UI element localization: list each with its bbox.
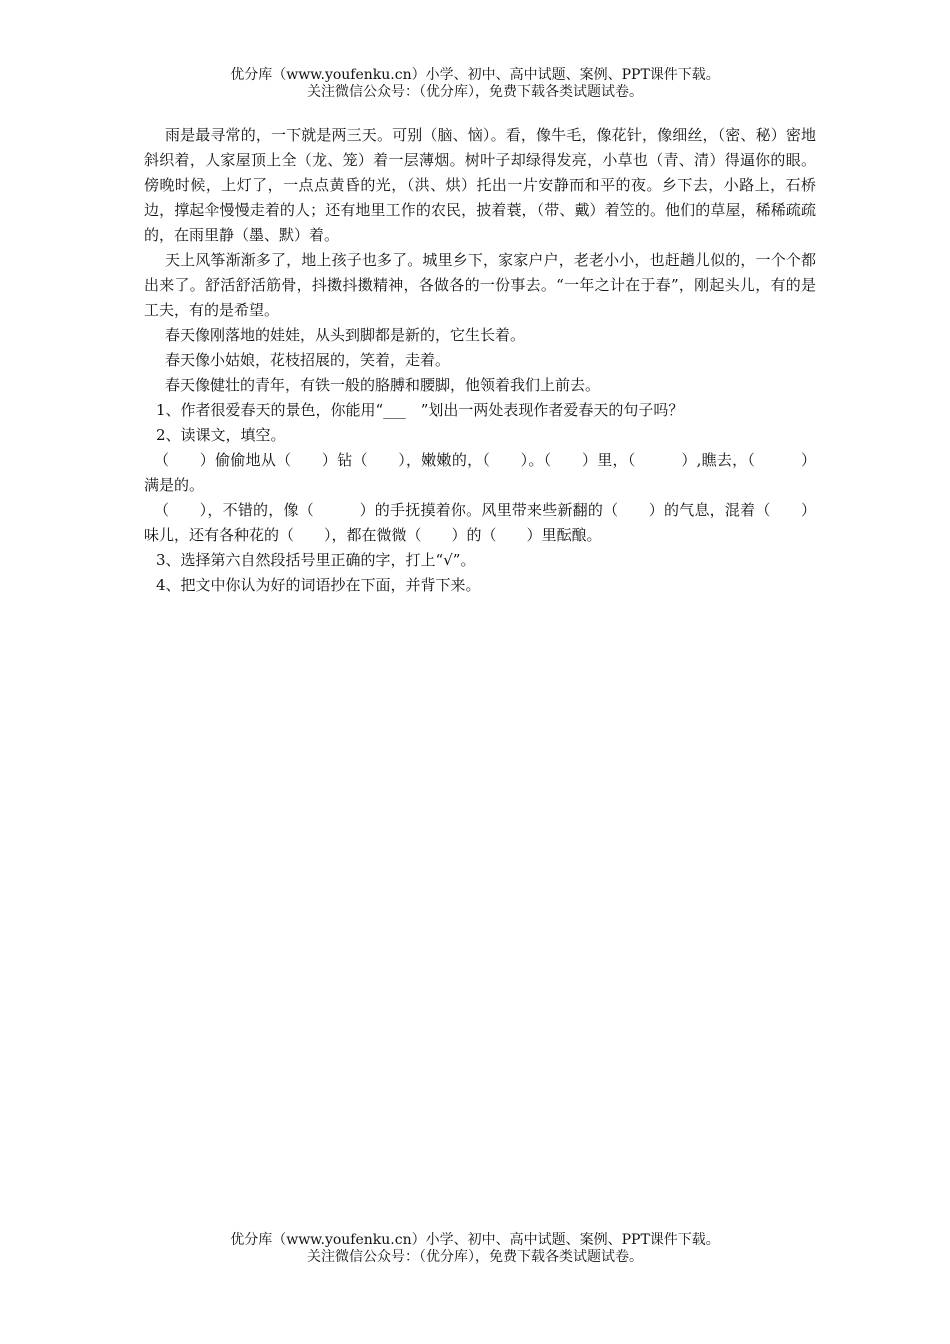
question-1: 1、作者很爱春天的景色，你能用“___ ”划出一两处表现作者爱春天的句子吗？ — [156, 401, 684, 419]
passage-paragraph-rain: 雨是最寻常的，一下就是两三天。可别（脑、恼）。看，像牛毛，像花针，像细丝，（密、秘）密地斜织着，人家屋顶上全（龙、笼）着一层薄烟。树叶子却绿得发亮，小草也（青、清）得逼你的眼。傍晚时候，上灯了，一点点黄昏的光，（洪、烘）托出一片安静而和平的夜。乡下去，小路上，石桥边，撑起伞慢慢走着的人；还有地里工作的农民，披着蓑，（带、戴）着笠的。他们的草屋，稀稀疏疏的，在雨里静（墨、默）着。 — [144, 126, 816, 244]
header-site-line: 优分库（www.youfenku.cn）小学、初中、高中试题、案例、PPT课件下载。 — [230, 67, 720, 83]
passage-paragraph-youth: 春天像健壮的青年，有铁一般的胳膊和腰脚，他领着我们上前去。 — [165, 376, 601, 394]
question-2: 2、读课文，填空。 — [156, 426, 286, 444]
document-body — [144, 123, 816, 598]
question-2-fill-2: （ ），不错的，像（ ）的手抚摸着你。风里带来些新翻的（ ）的气息，混着（ ）味儿，还有各种花的（ ），都在微微（ ）的（ ）里酝酿。 — [144, 501, 816, 544]
passage-paragraph-girl: 春天像小姑娘，花枝招展的，笑着，走着。 — [165, 351, 451, 369]
question-4: 4、把文中你认为好的词语抄在下面，并背下来。 — [156, 576, 481, 594]
header-wechat-line: 关注微信公众号：（优分库），免费下载各类试题试卷。 — [307, 84, 643, 100]
footer-wechat-line: 关注微信公众号：（优分库），免费下载各类试题试卷。 — [307, 1249, 643, 1265]
footer-site-line: 优分库（www.youfenku.cn）小学、初中、高中试题、案例、PPT课件下载。 — [230, 1232, 720, 1248]
passage-paragraph-baby: 春天像刚落地的娃娃，从头到脚都是新的，它生长着。 — [165, 326, 526, 344]
page-header — [0, 67, 950, 101]
passage-paragraph-kites: 天上风筝渐渐多了，地上孩子也多了。城里乡下，家家户户，老老小小，也赶趟儿似的，一个个都出来了。舒活舒活筋骨，抖擞抖擞精神，各做各的一份事去。“一年之计在于春”，刚起头儿，有的是工夫，有的是希望。 — [144, 251, 816, 319]
page-footer — [0, 1232, 950, 1266]
question-3: 3、选择第六自然段括号里正确的字，打上“√”。 — [156, 551, 476, 569]
question-2-fill-1: （ ）偷偷地从（ ）钻（ ），嫩嫩的，（ ）。（ ）里，（ ）,瞧去，（ ）满是的。 — [144, 451, 816, 494]
